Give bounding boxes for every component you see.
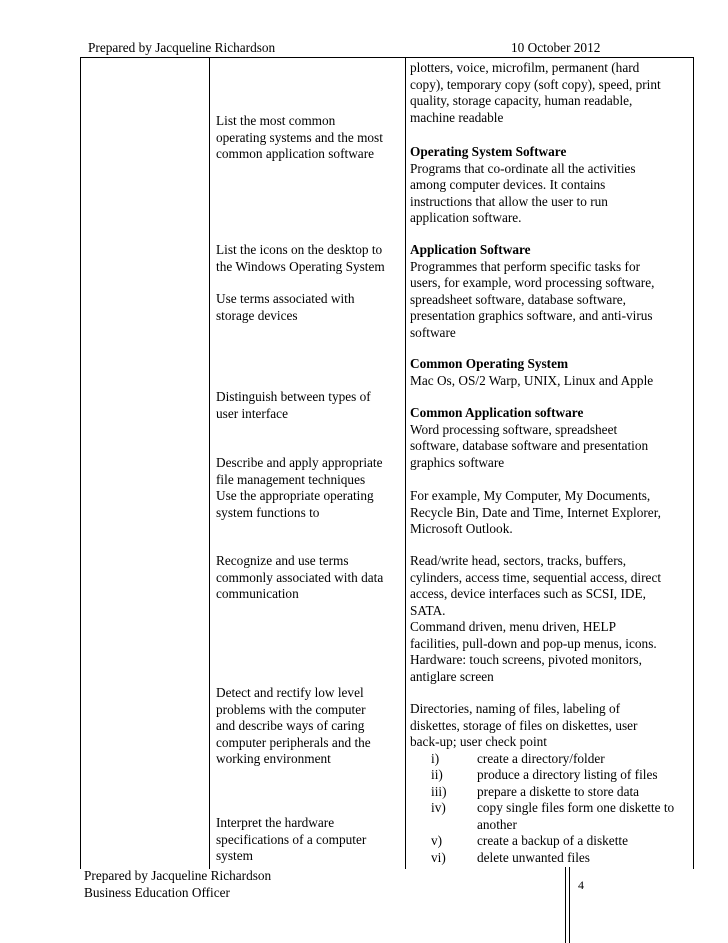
- text-line: graphics software: [410, 454, 505, 470]
- text-line: antiglare screen: [410, 668, 494, 684]
- list-item: v) create a backup of a diskette: [431, 833, 628, 848]
- text-line: the Windows Operating System: [216, 258, 385, 274]
- text-line: access, device interfaces such as SCSI, IDE,: [410, 586, 646, 601]
- list-item: iv) copy single files form one diskette to another: [431, 800, 675, 832]
- list-item: iii) prepare a diskette to store data: [431, 783, 640, 799]
- text-line: working environment: [216, 751, 331, 766]
- text-line: Describe and apply appropriate: [216, 455, 383, 470]
- file-mgmt-block: [410, 701, 675, 866]
- text-line: Programmes that perform specific tasks for: [410, 258, 641, 274]
- common-apps-block: [410, 405, 648, 471]
- text-line: operating systems and the most: [216, 129, 383, 145]
- text-line: file management techniques: [216, 471, 366, 487]
- list-item: vi) delete unwanted files: [431, 849, 590, 865]
- app-software-block: [410, 242, 654, 341]
- text-line: List the icons on the desktop to: [216, 242, 383, 257]
- text-line: Distinguish between types of: [216, 389, 371, 404]
- text-line: system functions to: [216, 504, 320, 520]
- footer-title: Business Education Officer: [84, 884, 230, 900]
- intro-block: [410, 60, 661, 126]
- column-divider-2: [405, 58, 406, 869]
- text-line: Detect and rectify low level: [216, 685, 364, 700]
- ui-types-block: [410, 619, 657, 685]
- text-line: software, database software and presentation: [410, 438, 649, 453]
- text-line: communication: [216, 586, 299, 601]
- page-number-rule: [569, 867, 570, 943]
- objective-icons: [216, 242, 385, 275]
- desktop-icons-block: [410, 488, 661, 538]
- text-line: instructions that allow the user to run: [410, 193, 608, 209]
- text-line: machine readable: [410, 109, 504, 125]
- text-line: diskettes, storage of files on diskettes, user: [410, 717, 638, 733]
- text-line: commonly associated with data: [216, 569, 384, 585]
- text-line: among computer devices. It contains: [410, 177, 606, 192]
- text-line: problems with the computer: [216, 701, 366, 717]
- cos-heading: Common Operating System: [410, 356, 569, 371]
- text-line: and describe ways of caring: [216, 718, 365, 733]
- list-item: ii) produce a directory listing of files: [431, 767, 658, 782]
- text-line: Command driven, menu driven, HELP: [410, 619, 617, 634]
- page-footer: [84, 868, 271, 901]
- objective-data-comm: [216, 553, 383, 603]
- text-line: Interpret the hardware: [216, 815, 335, 830]
- os-heading: Operating System Software: [410, 144, 567, 159]
- text-line: Programs that co-ordinate all the activities: [410, 160, 636, 176]
- text-line: software: [410, 324, 456, 340]
- text-line: back-up; user check point: [410, 734, 547, 749]
- objective-hardware-specs: [216, 815, 366, 865]
- text-line: Recycle Bin, Date and Time, Internet Explorer,: [410, 504, 661, 520]
- text-line: List the most common: [216, 113, 336, 128]
- cas-heading: Common Application software: [410, 405, 584, 420]
- text-line: storage devices: [216, 307, 298, 323]
- text-line: Use terms associated with: [216, 291, 355, 306]
- objective-os-functions: [216, 488, 374, 521]
- page-header: [84, 40, 694, 58]
- text-line: facilities, pull-down and pop-up menus, icons.: [410, 635, 657, 651]
- list-item: i) create a directory/folder: [431, 750, 605, 766]
- text-line: cylinders, access time, sequential access, direct: [410, 569, 662, 585]
- text-line: plotters, voice, microfilm, permanent (hard: [410, 60, 640, 75]
- page-number-box: [565, 867, 615, 943]
- text-line: copy), temporary copy (soft copy), speed, print: [410, 76, 661, 92]
- text-line: Use the appropriate operating: [216, 488, 374, 503]
- text-line: users, for example, word processing software,: [410, 275, 655, 290]
- objective-ui: [216, 389, 371, 422]
- page-number-rule: [565, 867, 566, 943]
- header-date: 10 October 2012: [511, 40, 601, 55]
- objective-storage: [216, 291, 354, 324]
- text-line: application software.: [410, 210, 522, 225]
- text-line: Word processing software, spreadsheet: [410, 421, 618, 437]
- text-line: system: [216, 848, 253, 863]
- text-line: presentation graphics software, and anti-virus: [410, 308, 653, 323]
- text-line: computer peripherals and the: [216, 734, 371, 750]
- text-line: Hardware: touch screens, pivoted monitors,: [410, 652, 642, 667]
- page-number: 4: [578, 878, 584, 892]
- common-os-block: [410, 356, 653, 389]
- text-line: user interface: [216, 405, 288, 421]
- column-divider-1: [209, 58, 210, 869]
- app-heading: Application Software: [410, 242, 531, 257]
- curriculum-table: [80, 57, 694, 869]
- storage-terms-block: [410, 553, 661, 619]
- text-line: For example, My Computer, My Documents,: [410, 488, 651, 503]
- text-line: specifications of a computer: [216, 831, 367, 847]
- objective-file-mgmt: [216, 455, 383, 488]
- text-line: SATA.: [410, 602, 446, 618]
- text-line: Directories, naming of files, labeling of: [410, 701, 621, 716]
- text-line: Mac Os, OS/2 Warp, UNIX, Linux and Apple: [410, 372, 654, 388]
- objective-os-apps: [216, 113, 383, 163]
- text-line: Microsoft Outlook.: [410, 521, 513, 536]
- text-line: quality, storage capacity, human readable,: [410, 93, 633, 108]
- header-author: Prepared by Jacqueline Richardson: [88, 40, 276, 55]
- text-line: Recognize and use terms: [216, 553, 349, 568]
- text-line: spreadsheet software, database software,: [410, 291, 626, 307]
- os-software-block: [410, 144, 636, 227]
- text-line: common application software: [216, 146, 375, 161]
- text-line: Read/write head, sectors, tracks, buffers,: [410, 553, 627, 568]
- footer-author: Prepared by Jacqueline Richardson: [84, 868, 272, 883]
- objective-troubleshoot: [216, 685, 371, 768]
